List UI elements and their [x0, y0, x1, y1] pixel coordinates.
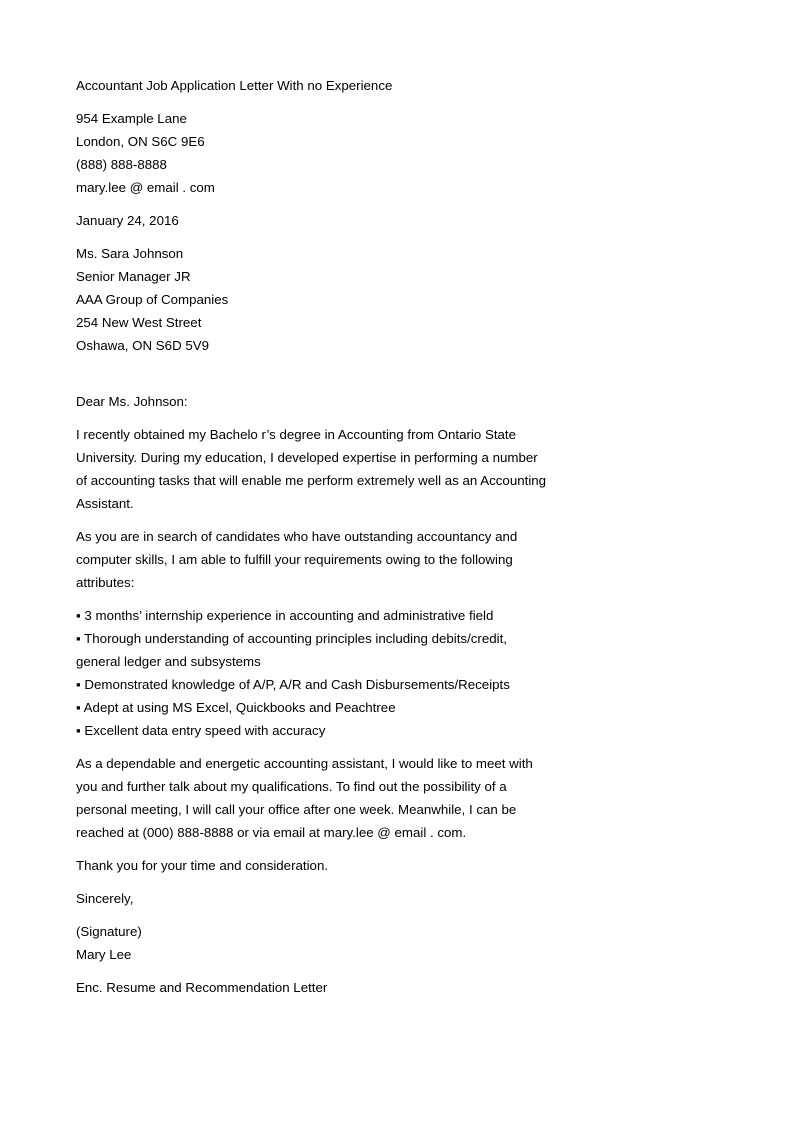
signer-name: Mary Lee: [76, 947, 132, 962]
document-title: Accountant Job Application Letter With no Experience: [76, 78, 393, 93]
paragraph-line: personal meeting, I will call your office after one week. Meanwhile, I can be: [76, 802, 517, 817]
paragraph-skills: [76, 525, 576, 594]
recipient-street: 254 New West Street: [76, 315, 202, 330]
closing: Sincerely,: [76, 891, 134, 906]
paragraph-line: reached at (000) 888-8888 or via email at mary.lee @ email . com.: [76, 825, 467, 840]
list-item: general ledger and subsystems: [76, 654, 261, 669]
enclosure-line: Enc. Resume and Recommendation Letter: [76, 980, 328, 995]
recipient-name: Ms. Sara Johnson: [76, 246, 184, 261]
signature-placeholder: (Signature): [76, 924, 142, 939]
list-item: ▪ Adept at using MS Excel, Quickbooks and Peachtree: [76, 700, 396, 715]
list-item: ▪ Excellent data entry speed with accuracy: [76, 723, 326, 738]
list-item: ▪ Thorough understanding of accounting principles including debits/credit,: [76, 631, 507, 646]
letter-date: January 24, 2016: [76, 213, 179, 228]
paragraph-line: Assistant.: [76, 496, 134, 511]
salutation: Dear Ms. Johnson:: [76, 394, 188, 409]
sender-phone: (888) 888-8888: [76, 157, 167, 172]
sender-address: [76, 107, 576, 199]
recipient-city: Oshawa, ON S6D 5V9: [76, 338, 210, 353]
sender-street: 954 Example Lane: [76, 111, 187, 126]
paragraph-line: you and further talk about my qualifications. To find out the possibility of a: [76, 779, 507, 794]
paragraph-line: attributes:: [76, 575, 135, 590]
paragraph-line: As you are in search of candidates who have outstanding accountancy and: [76, 529, 518, 544]
list-item: ▪ Demonstrated knowledge of A/P, A/R and Cash Disbursements/Receipts: [76, 677, 510, 692]
thanks-line: Thank you for your time and consideration.: [76, 858, 329, 873]
paragraph-meeting: [76, 752, 576, 844]
signature-block: [76, 920, 576, 966]
sender-city: London, ON S6C 9E6: [76, 134, 205, 149]
recipient-title: Senior Manager JR: [76, 269, 191, 284]
list-item: ▪ 3 months’ internship experience in accounting and administrative field: [76, 608, 494, 623]
paragraph-line: I recently obtained my Bachelo r’s degree in Accounting from Ontario State: [76, 427, 517, 442]
paragraph-line: As a dependable and energetic accounting assistant, I would like to meet with: [76, 756, 533, 771]
paragraph-line: computer skills, I am able to fulfill your requirements owing to the following: [76, 552, 513, 567]
recipient-company: AAA Group of Companies: [76, 292, 229, 307]
paragraph-line: of accounting tasks that will enable me perform extremely well as an Accounting: [76, 473, 547, 488]
letter-page: [76, 74, 576, 999]
recipient-address: [76, 242, 576, 357]
paragraph-line: University. During my education, I developed expertise in performing a number: [76, 450, 538, 465]
attribute-list: [76, 604, 576, 742]
sender-email: mary.lee @ email . com: [76, 180, 215, 195]
paragraph-intro: [76, 423, 576, 515]
